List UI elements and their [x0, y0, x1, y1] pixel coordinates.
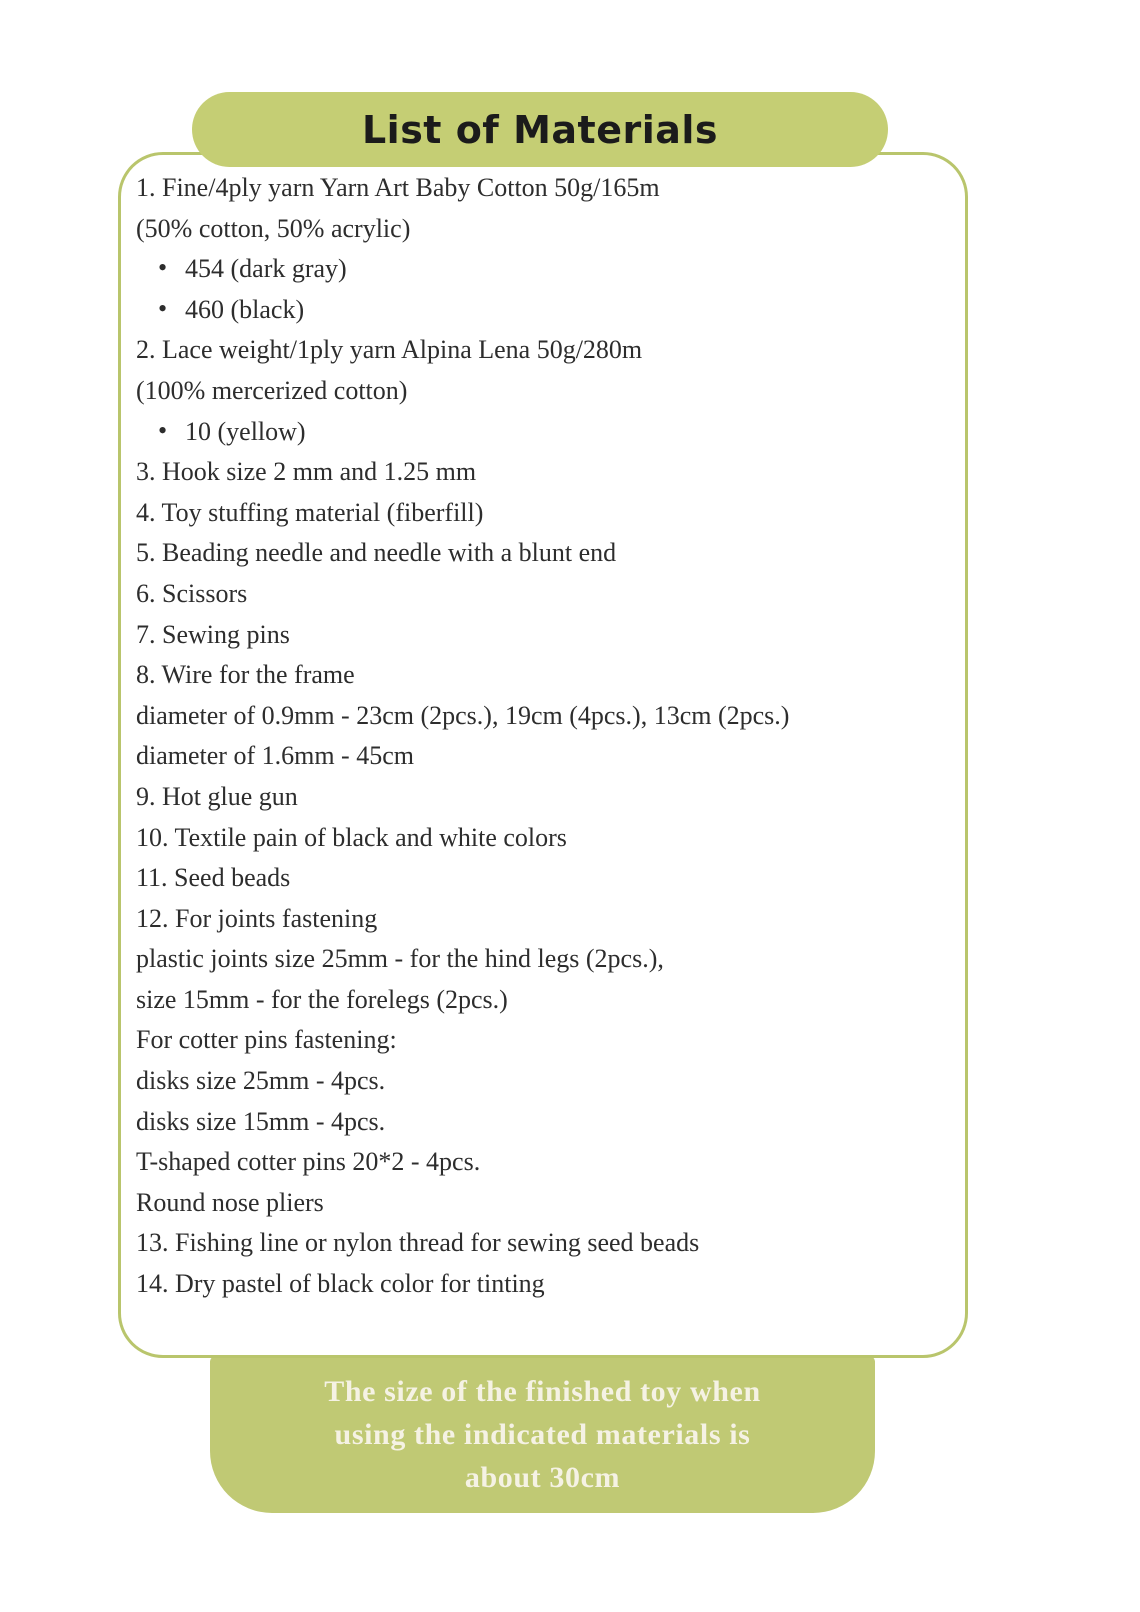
material-line: 3. Hook size 2 mm and 1.25 mm	[136, 457, 477, 487]
material-line: 9. Hot glue gun	[136, 781, 298, 811]
material-line: 14. Dry pastel of black color for tinting	[136, 1269, 545, 1299]
page-title: List of Materials	[361, 107, 719, 152]
material-line: disks size 25mm - 4pcs.	[136, 1066, 386, 1096]
material-line: diameter of 0.9mm - 23cm (2pcs.), 19cm (4pcs.), 13cm (2pcs.)	[136, 700, 790, 730]
material-line: For cotter pins fastening:	[136, 1025, 397, 1055]
material-line: 2. Lace weight/1ply yarn Alpina Lena 50g/280m	[136, 335, 643, 365]
material-line	[136, 249, 953, 290]
material-line: Round nose pliers	[136, 1187, 324, 1217]
material-line: 6. Scissors	[136, 578, 248, 608]
size-note-line: about 30cm	[464, 1461, 621, 1494]
bullet-icon: •	[158, 253, 168, 283]
material-line: (50% cotton, 50% acrylic)	[136, 213, 411, 243]
material-line	[136, 290, 953, 331]
bullet-icon: •	[158, 293, 168, 323]
material-line: 10. Textile pain of black and white colors	[136, 822, 567, 852]
material-line: disks size 15mm - 4pcs.	[136, 1106, 386, 1136]
material-line-text: 454 (dark gray)	[185, 254, 347, 284]
size-note-box	[210, 1356, 875, 1513]
material-line: 7. Sewing pins	[136, 619, 290, 649]
material-line: diameter of 1.6mm - 45cm	[136, 741, 414, 771]
material-line: plastic joints size 25mm - for the hind legs (2pcs.),	[136, 944, 664, 974]
material-line: T-shaped cotter pins 20*2 - 4pcs.	[136, 1147, 481, 1177]
material-line-text: 460 (black)	[185, 294, 305, 324]
material-line: (100% mercerized cotton)	[136, 375, 408, 405]
material-line: 13. Fishing line or nylon thread for sewing seed beads	[136, 1228, 700, 1258]
material-line: 12. For joints fastening	[136, 903, 378, 933]
title-badge	[192, 92, 888, 167]
material-line: 1. Fine/4ply yarn Yarn Art Baby Cotton 50g/165m	[136, 173, 660, 202]
material-line: 11. Seed beads	[136, 863, 291, 893]
material-line	[136, 412, 953, 453]
material-line: 8. Wire for the frame	[136, 660, 355, 690]
size-note-line: The size of the finished toy when	[324, 1375, 761, 1408]
material-line: size 15mm - for the forelegs (2pcs.)	[136, 984, 508, 1014]
material-line: 4. Toy stuffing material (fiberfill)	[136, 497, 484, 527]
material-line: 5. Beading needle and needle with a blunt end	[136, 538, 617, 568]
material-line-text: 10 (yellow)	[185, 416, 306, 446]
bullet-icon: •	[158, 415, 168, 445]
materials-card	[118, 152, 968, 1358]
size-note-line: using the indicated materials is	[334, 1418, 751, 1451]
